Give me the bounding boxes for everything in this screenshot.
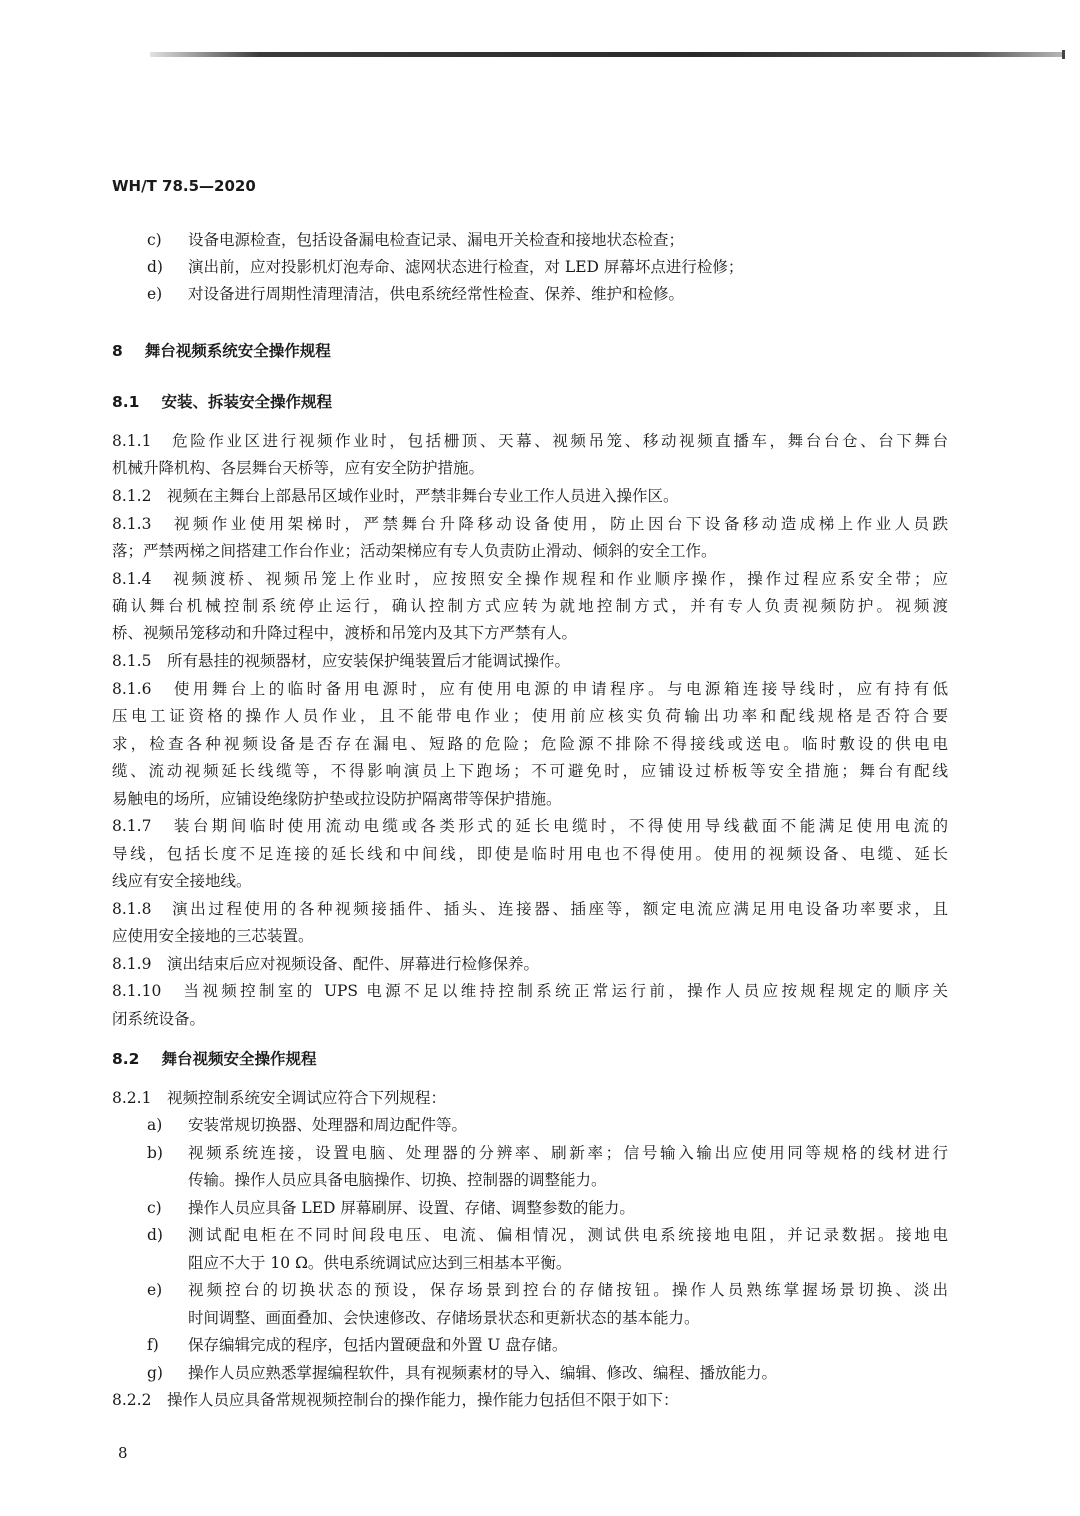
clause-line: 8.1.6 使用舞台上的临时备用电源时，应有使用电源的申请程序。与电源箱连接导线时，应有持有低 [112, 680, 948, 698]
clause-line: 机械升降机构、各层舞台天桥等，应有安全防护措施。 [112, 459, 485, 477]
clause-line: 确认舞台机械控制系统停止运行，确认控制方式应转为就地控制方式，并有专人负责视频防护。视频渡 [112, 597, 948, 615]
list-text: 演出前，应对投影机灯泡寿命、滤网状态进行检查，对 LED 屏幕坏点进行检修； [188, 258, 744, 276]
section-title: 安装、拆装安全操作规程 [161, 393, 332, 411]
list-letter: a) [147, 1116, 163, 1134]
clause-line: 8.1.1 危险作业区进行视频作业时，包括栅顶、天幕、视频吊笼、移动视频直播车，舞台台仓、台下舞台 [112, 432, 948, 450]
list-letter: g) [147, 1364, 163, 1382]
clause-line: 缆、流动视频延长线缆等，不得影响演员上下跑场；不可避免时，应铺设过桥板等安全措施；舞台有配线 [112, 762, 948, 780]
clause-line: 8.1.4 视频渡桥、视频吊笼上作业时，应按照安全操作规程和作业顺序操作，操作过程应系安全带；应 [112, 570, 948, 588]
list-text: 测试配电柜在不同时间段电压、电流、偏相情况，测试供电系统接地电阻，并记录数据。接地电 [188, 1226, 948, 1244]
clause-line: 8.1.7 装台期间临时使用流动电缆或各类形式的延长电缆时，不得使用导线截面不能满足使用电流的 [112, 817, 948, 835]
clause-line: 8.1.10 当视频控制室的 UPS 电源不足以维持控制系统正常运行前，操作人员应按规程规定的顺序关 [112, 982, 948, 1000]
subsection-heading [112, 1047, 316, 1069]
section-number: 8 [112, 342, 123, 360]
list-text: 阻应不大于 10 Ω。供电系统调试应达到三相基本平衡。 [188, 1254, 572, 1272]
list-letter: e) [147, 285, 163, 303]
clause-line: 8.1.3 视频作业使用架梯时，严禁舞台升降移动设备使用，防止因台下设备移动造成梯上作业人员跌 [112, 515, 948, 533]
list-text: 视频系统连接，设置电脑、处理器的分辨率、刷新率；信号输入输出应使用同等规格的线材进行 [188, 1144, 948, 1162]
clause-line: 8.2.2 操作人员应具备常规视频控制台的操作能力，操作能力包括但不限于如下： [112, 1391, 679, 1409]
subsection-heading [112, 390, 332, 412]
clause-line: 闭系统设备。 [112, 1010, 206, 1028]
list-text: 视频控台的切换状态的预设，保存场景到控台的存储按钮。操作人员熟练掌握场景切换、淡出 [188, 1281, 948, 1299]
clause-line: 8.1.8 演出过程使用的各种视频接插件、插头、连接器、插座等，额定电流应满足用电设备功率要求，且 [112, 900, 948, 918]
list-letter: b) [147, 1144, 163, 1162]
clause-line: 8.1.2 视频在主舞台上部悬吊区域作业时，严禁非舞台专业工作人员进入操作区。 [112, 487, 679, 505]
list-text: 保存编辑完成的程序，包括内置硬盘和外置 U 盘存储。 [188, 1336, 568, 1354]
list-letter: c) [147, 231, 162, 249]
list-letter: e) [147, 1281, 163, 1299]
clause-line: 线应有安全接地线。 [112, 872, 252, 890]
list-letter: d) [147, 258, 163, 276]
clause-line: 8.1.9 演出结束后应对视频设备、配件、屏幕进行检修保养。 [112, 955, 539, 973]
clause-line: 落；严禁两梯之间搭建工作台作业；活动架梯应有专人负责防止滑动、倾斜的安全工作。 [112, 542, 717, 560]
list-text: 传输。操作人员应具备电脑操作、切换、控制器的调整能力。 [188, 1171, 607, 1189]
scan-artifact-rule [150, 52, 1065, 57]
list-text: 安装常规切换器、处理器和周边配件等。 [188, 1116, 468, 1134]
section-title: 舞台视频系统安全操作规程 [144, 342, 331, 360]
page-number: 8 [118, 1444, 128, 1462]
list-letter: c) [147, 1199, 162, 1217]
section-number: 8.2 [112, 1050, 140, 1068]
list-text: 设备电源检查，包括设备漏电检查记录、漏电开关检查和接地状态检查； [188, 231, 685, 249]
clause-line: 压电工证资格的操作人员作业，且不能带电作业；使用前应核实负荷输出功率和配线规格是否符合要 [112, 707, 948, 725]
list-text: 时间调整、画面叠加、会快速修改、存储场景状态和更新状态的基本能力。 [188, 1309, 700, 1327]
section-heading [112, 339, 331, 361]
list-text: 操作人员应熟悉掌握编程软件，具有视频素材的导入、编辑、修改、编程、播放能力。 [188, 1364, 778, 1382]
standard-code-header: WH/T 78.5—2020 [112, 177, 256, 195]
clause-line: 导线，包括长度不足连接的延长线和中间线，即使是临时用电也不得使用。使用的视频设备、电缆、延长 [112, 845, 948, 863]
clause-line: 8.2.1 视频控制系统安全调试应符合下列规程： [112, 1089, 446, 1107]
list-text: 操作人员应具备 LED 屏幕刷屏、设置、存储、调整参数的能力。 [188, 1199, 635, 1217]
clause-line: 求，检查各种视频设备是否存在漏电、短路的危险；危险源不排除不得接线或送电。临时敷设的供电电 [112, 735, 948, 753]
clause-line: 应使用安全接地的三芯装置。 [112, 927, 314, 945]
list-letter: f) [147, 1336, 159, 1354]
clause-line: 桥、视频吊笼移动和升降过程中，渡桥和吊笼内及其下方严禁有人。 [112, 624, 578, 642]
list-text: 对设备进行周期性清理清洁，供电系统经常性检查、保养、维护和检修。 [188, 285, 685, 303]
section-number: 8.1 [112, 393, 140, 411]
section-title: 舞台视频安全操作规程 [161, 1050, 317, 1068]
list-letter: d) [147, 1226, 163, 1244]
clause-line: 8.1.5 所有悬挂的视频器材，应安装保护绳装置后才能调试操作。 [112, 652, 570, 670]
clause-line: 易触电的场所，应铺设绝缘防护垫或拉设防护隔离带等保护措施。 [112, 790, 562, 808]
